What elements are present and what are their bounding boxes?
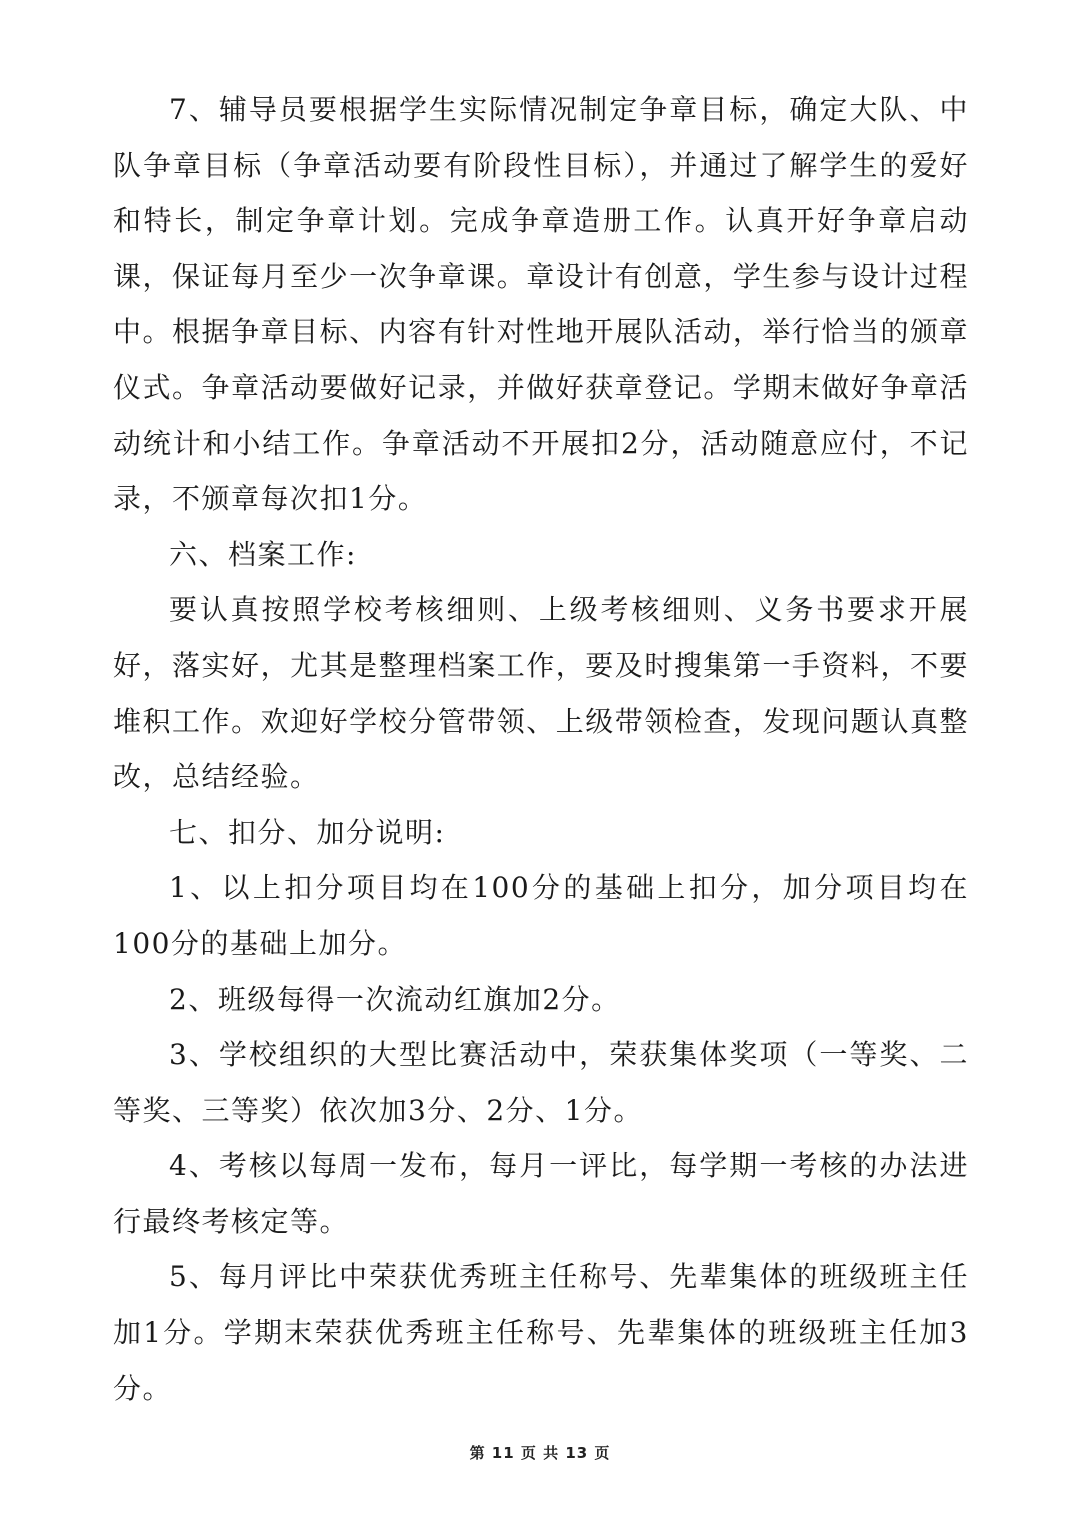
section-heading-archive-work: 六、档案工作: [169,537,357,571]
paragraph-score-rule-2: 2、班级每得一次流动红旗加2分。 [169,982,621,1016]
document-body [113,82,969,1416]
section-heading-score-rules: 七、扣分、加分说明: [169,815,446,849]
paragraph-score-rule-3: 3、学校组织的大型比赛活动中，荣获集体奖项（一等奖、二等奖、三等奖）依次加3分、2分、1分。 [113,1038,969,1127]
paragraph-archive-work: 要认真按照学校考核细则、上级考核细则、义务书要求开展好，落实好，尤其是整理档案工作，要及时搜集第一手资料，不要堆积工作。欢迎好学校分管带领、上级带领检查，发现问题认真整改，总结经验。 [113,593,969,794]
paragraph-score-rule-5: 5、每月评比中荣获优秀班主任称号、先辈集体的班级班主任加1分。学期末荣获优秀班主任称号、先辈集体的班级班主任加3分。 [113,1260,969,1405]
paragraph-score-rule-4: 4、考核以每周一发布，每月一评比，每学期一考核的办法进行最终考核定等。 [113,1149,969,1238]
page-number-footer: 第 11 页 共 13 页 [469,1444,611,1462]
paragraph-badge-activity-rule: 7、辅导员要根据学生实际情况制定争章目标，确定大队、中队争章目标（争章活动要有阶段性目标），并通过了解学生的爱好和特长，制定争章计划。完成争章造册工作。认真开好争章启动课，保证每月至少一次争章课。章设计有创意，学生参与设计过程中。根据争章目标、内容有针对性地开展队活动，举行恰当的颁章仪式。争章活动要做好记录，并做好获章登记。学期末做好争章活动统计和小结工作。争章活动不开展扣2分，活动随意应付，不记录，不颁章每次扣1分。 [113,93,969,516]
paragraph-score-rule-1: 1、以上扣分项目均在100分的基础上扣分，加分项目均在100分的基础上加分。 [113,871,969,960]
